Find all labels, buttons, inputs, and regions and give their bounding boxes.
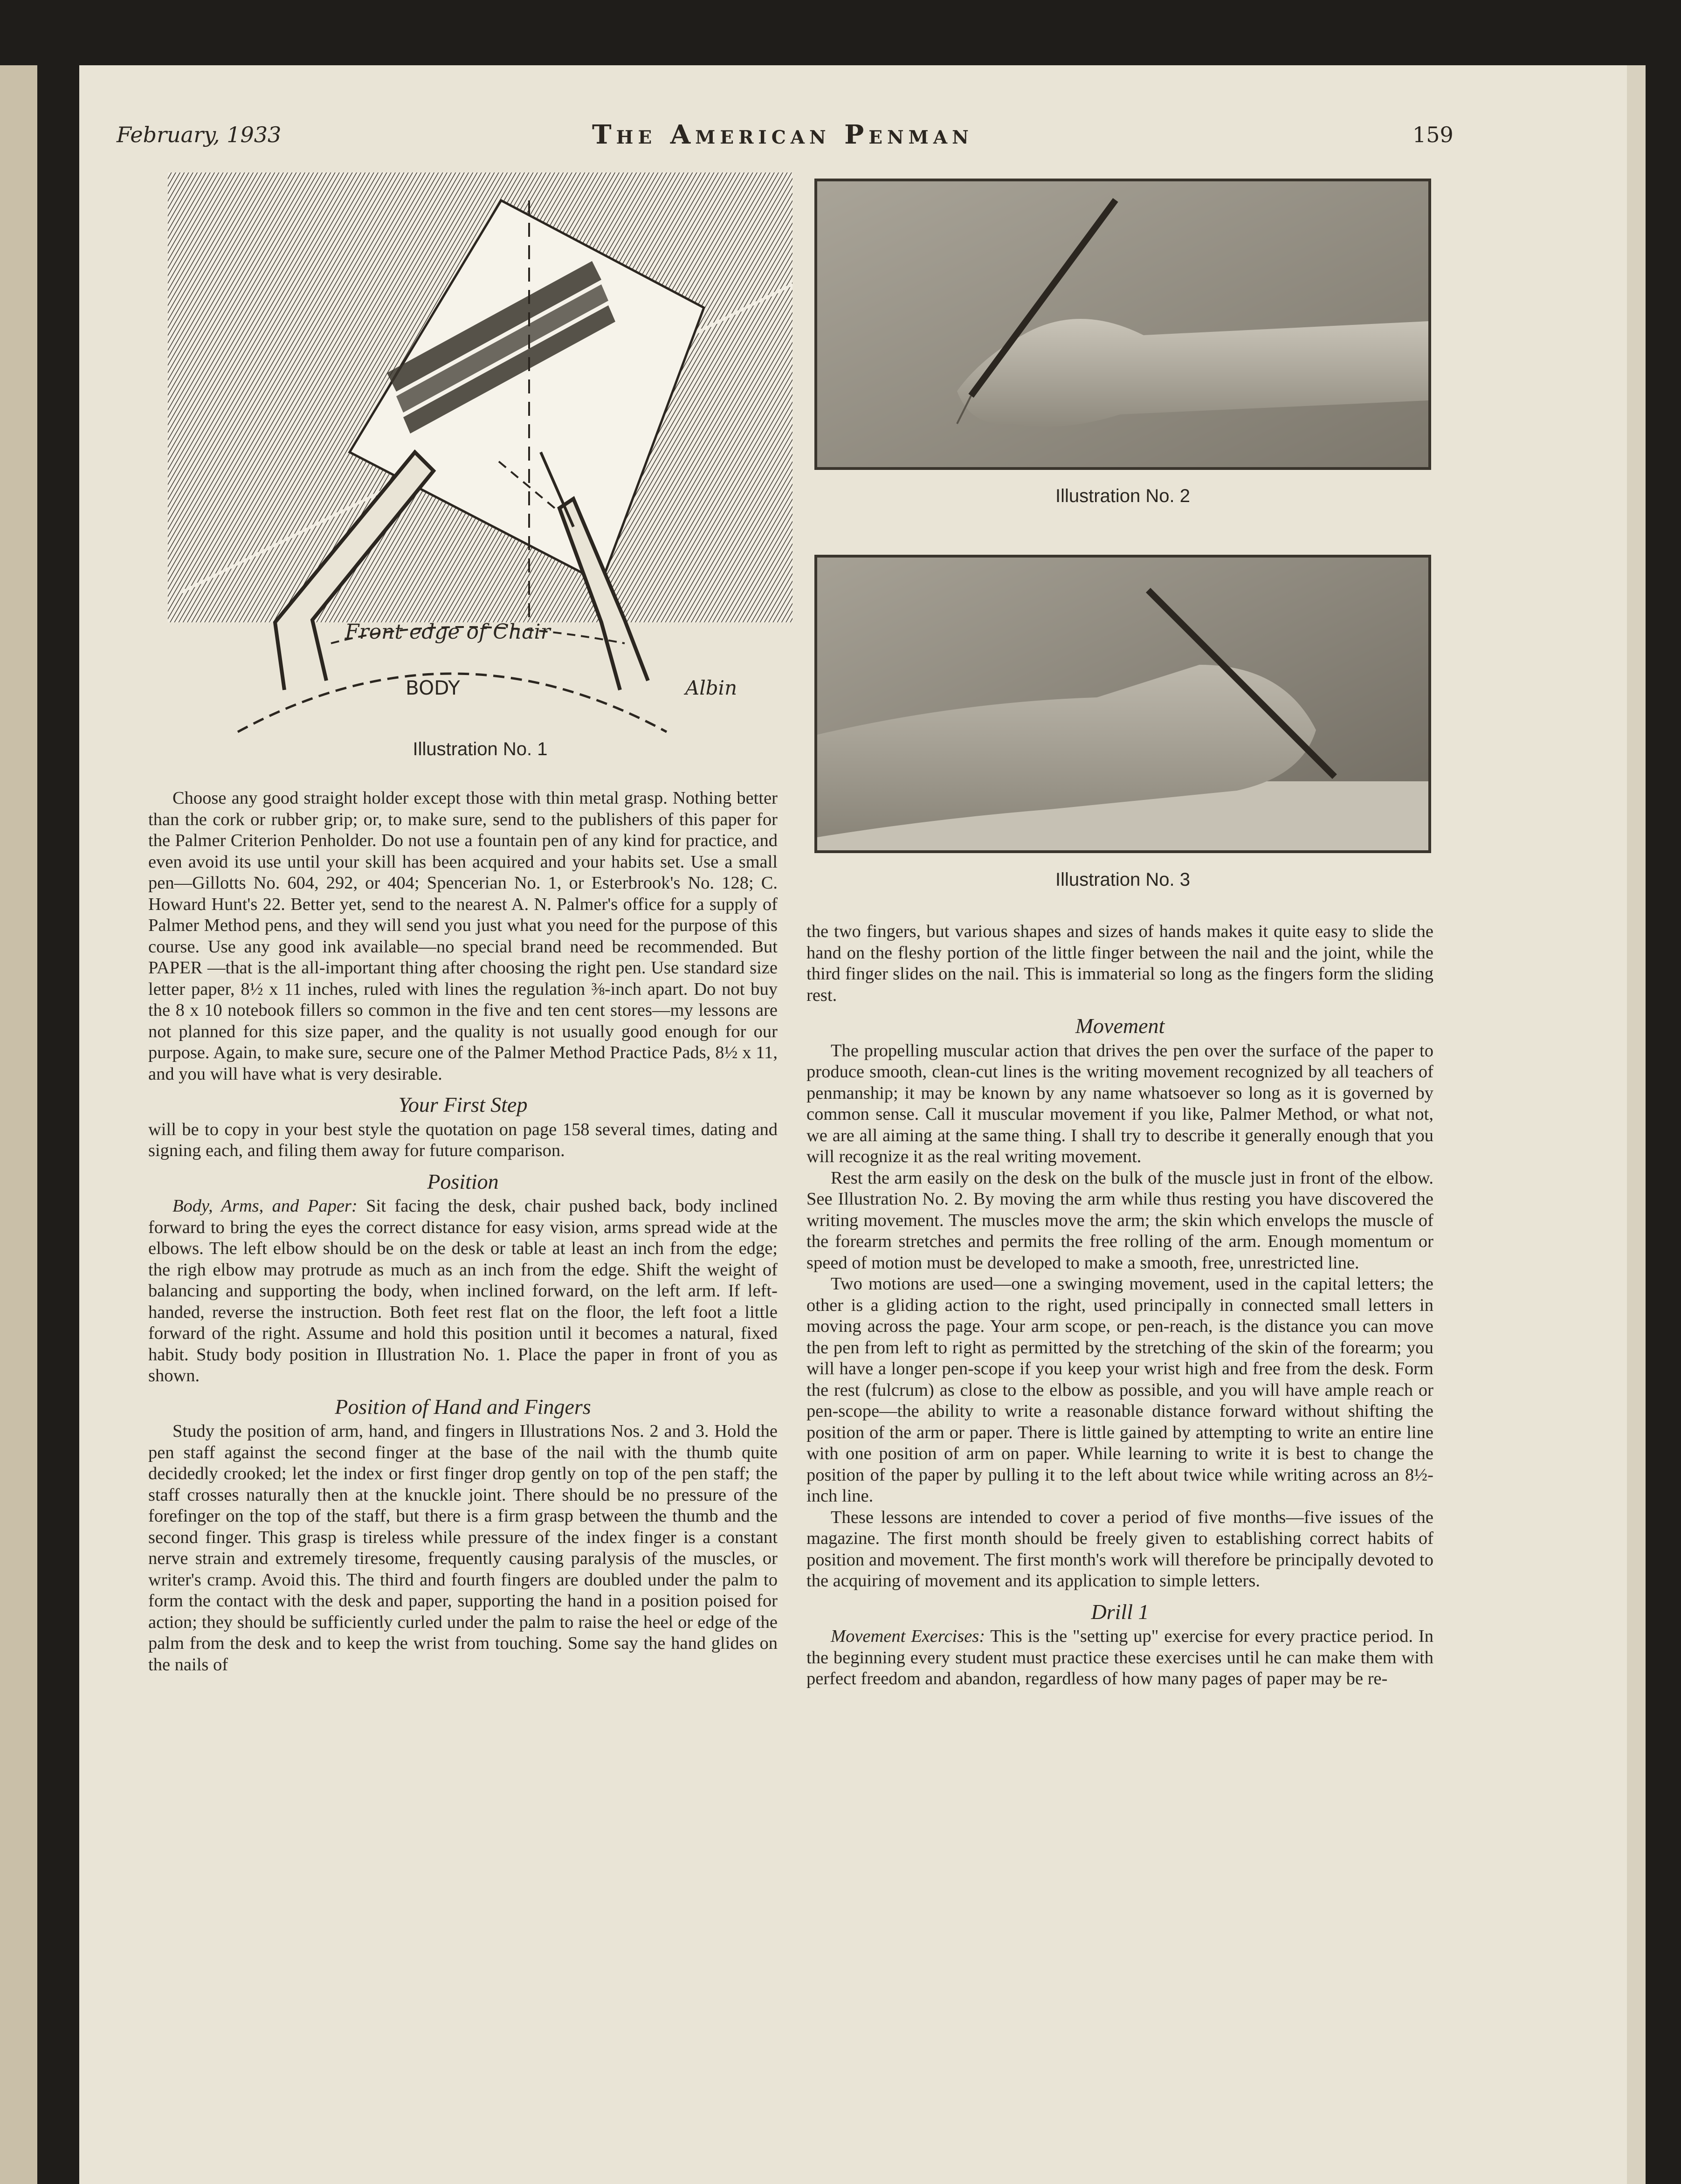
body-label: BODY [406, 676, 460, 699]
drill-lead-in: Movement Exercises: [831, 1626, 985, 1646]
position-lead-in: Body, Arms, and Paper: [172, 1196, 358, 1216]
illustration-2-caption: Illustration No. 2 [1055, 486, 1191, 506]
illustration-2 [814, 179, 1431, 470]
illustration-3 [814, 555, 1431, 853]
heading-hand-fingers: Position of Hand and Fingers [335, 1394, 591, 1419]
paragraph-first-step: will be to copy in your best style the quotation on page 158 several times, dating and signing each, and filing them away for future comparison. [148, 1119, 778, 1160]
paragraph-movement-3: Two motions are used—one a swinging movement, used in the capital letters; the other is a gliding action to the right, used principally in connected small letters in moving across the page. Your arm scope, or pen-reach, is the distance you can move the pen from left to right as permitted by the stretching of the skin of the forearm; you will have a longer pen-scope if you keep your wrist high and free from the desk. Form the rest (fulcrum) as close to the elbow as possible, and you will have ample reach or pen-scope—the ability to write a reasonable distance forward without shifting the position of the arm or paper. There is little gained by attempting to write an entire line with one position of arm on paper. While learning to write it is best to change the position of the paper by pulling it to the left about twice while writing across an 8½-inch line. [806, 1274, 1433, 1506]
paragraph-supplies: Choose any good straight holder except those with thin metal grasp. Nothing better than the cork or rubber grip; or, to make sure, send to the publishers of this paper for the Palmer Criterion Penholder. Do not use a fountain pen of any kind for practice, and even avoid its use until your skill has been acquired and your habits set. Use a small pen—Gillotts No. 604, 292, or 404; Spencerian No. 1, or Esterbrook's No. 128; C. Howard Hunt's 22. Better yet, send to the nearest A. N. Palmer's office for a supply of Palmer Method pens, and they will send you just what you need for the purpose of this course. Use any good ink available—no special brand need be recommended. But PAPER —that is the all-important thing after choosing the right pen. Use standard size letter paper, 8½ x 11 inches, ruled with lines the regulation ⅜-inch apart. Do not buy the 8 x 10 notebook fillers so common in the five and ten cent stores—my lessons are not planned for this size paper, and the quality is not usually good enough for our purpose. Again, to make sure, secure one of the Palmer Method Practice Pads, 8½ x 11, and you will have what is very desirable. [148, 788, 778, 1084]
header-date: February, 1933 [117, 122, 282, 147]
paragraph-movement-4: These lessons are intended to cover a period of five months—five issues of the magazine. The first month should be freely given to establishing correct habits of position and movement. The first month's work will therefore be principally devoted to the acquiring of movement and its application to simple letters. [806, 1507, 1433, 1591]
left-column [148, 788, 778, 1675]
position-text: Sit facing the desk, chair pushed back, body inclined forward to bring the eyes the correct distance for easy vision, arms spread wide at the elbows. The left elbow should be on the desk or table at least an inch from the edge; the righ elbow may protrude as much as an inch from the edge. Shift the weight of balancing and supporting the body, when inclined forward, on the left arm. If left-handed, reverse the instruction. Both feet rest flat on the floor, the left foot a little forward of the right. Assume and hold this position until it becomes a natural, fixed habit. Study body position in Illustration No. 1. Place the paper in front of you as shown. [148, 1196, 778, 1385]
paragraph-position [148, 1196, 778, 1387]
hand-photo-side [817, 181, 1428, 467]
paragraph-drill [806, 1626, 1433, 1690]
heading-movement: Movement [1075, 1014, 1165, 1038]
illustration-3-caption: Illustration No. 3 [1055, 869, 1191, 890]
artist-signature: Albin [685, 676, 737, 699]
hand-photo-rear [817, 558, 1428, 850]
drill-text: This is the "setting up" exercise for every practice period. In the beginning every student must practice these exercises until he can make them with perfect freedom and abandon, regardless of how many pages of paper may be re- [806, 1626, 1433, 1688]
paragraph-movement-2: Rest the arm easily on the desk on the bulk of the muscle just in front of the elbow. See Illustration No. 2. By moving the arm while thus resting you have discovered the writing movement. The muscles move the arm; the skin which envelops the muscle of the forearm stretches and permits the free rolling of the arm. Enough momentum or speed of motion must be developed to make a smooth, free, unrestricted line. [806, 1168, 1433, 1273]
header-title: The American Penman [592, 119, 973, 150]
left-page-edge [0, 65, 37, 2184]
page-edge-shadow [1627, 65, 1646, 2184]
illustration-1 [154, 172, 806, 751]
heading-first-step: Your First Step [398, 1093, 528, 1116]
right-column [806, 921, 1433, 1690]
paragraph-movement-1: The propelling muscular action that drives the pen over the surface of the paper to produce smooth, clean-cut lines is the writing movement recognized by all teachers of penmanship; it may be known by any name whatsoever so long as it is governed by common sense. Call it muscular movement if you like, Palmer Method, or what not, we are all aiming at the same thing. I shall try to describe it generally enough that you will recognize it as the real writing movement. [806, 1040, 1433, 1166]
header-page-number: 159 [1412, 122, 1454, 147]
body-position-diagram [154, 172, 806, 751]
paragraph-hand-continued: the two fingers, but various shapes and sizes of hands makes it quite easy to slide the hand on the fleshy portion of the little finger between the nail and the joint, while the third finger slides on the nail. This is immaterial so long as the fingers form the sliding rest. [806, 922, 1433, 1005]
heading-position: Position [427, 1169, 499, 1193]
heading-drill-1: Drill 1 [1091, 1599, 1149, 1624]
front-edge-label: Front edge of Chair [345, 620, 551, 644]
illustration-1-caption: Illustration No. 1 [413, 739, 548, 759]
paragraph-hand-fingers: Study the position of arm, hand, and fingers in Illustrations Nos. 2 and 3. Hold the pen staff against the second finger at the base of the nail with the thumb quite decidedly crooked; let the index or first finger drop gently on top of the pen staff; the staff crosses naturally then at the knuckle joint. There should be no pressure of the forefinger on the top of the staff, but there is a firm grasp between the thumb and the second finger. This grasp is tireless while pressure of the index finger is a constant nerve strain and extremely tiresome, frequently causing paralysis of the muscles, or writer's cramp. Avoid this. The third and fourth fingers are doubled under the palm to form the contact with the desk and paper, supporting the hand in a position poised for action; they should be sufficiently curled under the palm to raise the heel or edge of the palm from the desk and to keep the wrist from touching. Some say the hand glides on the nails of [148, 1421, 778, 1674]
